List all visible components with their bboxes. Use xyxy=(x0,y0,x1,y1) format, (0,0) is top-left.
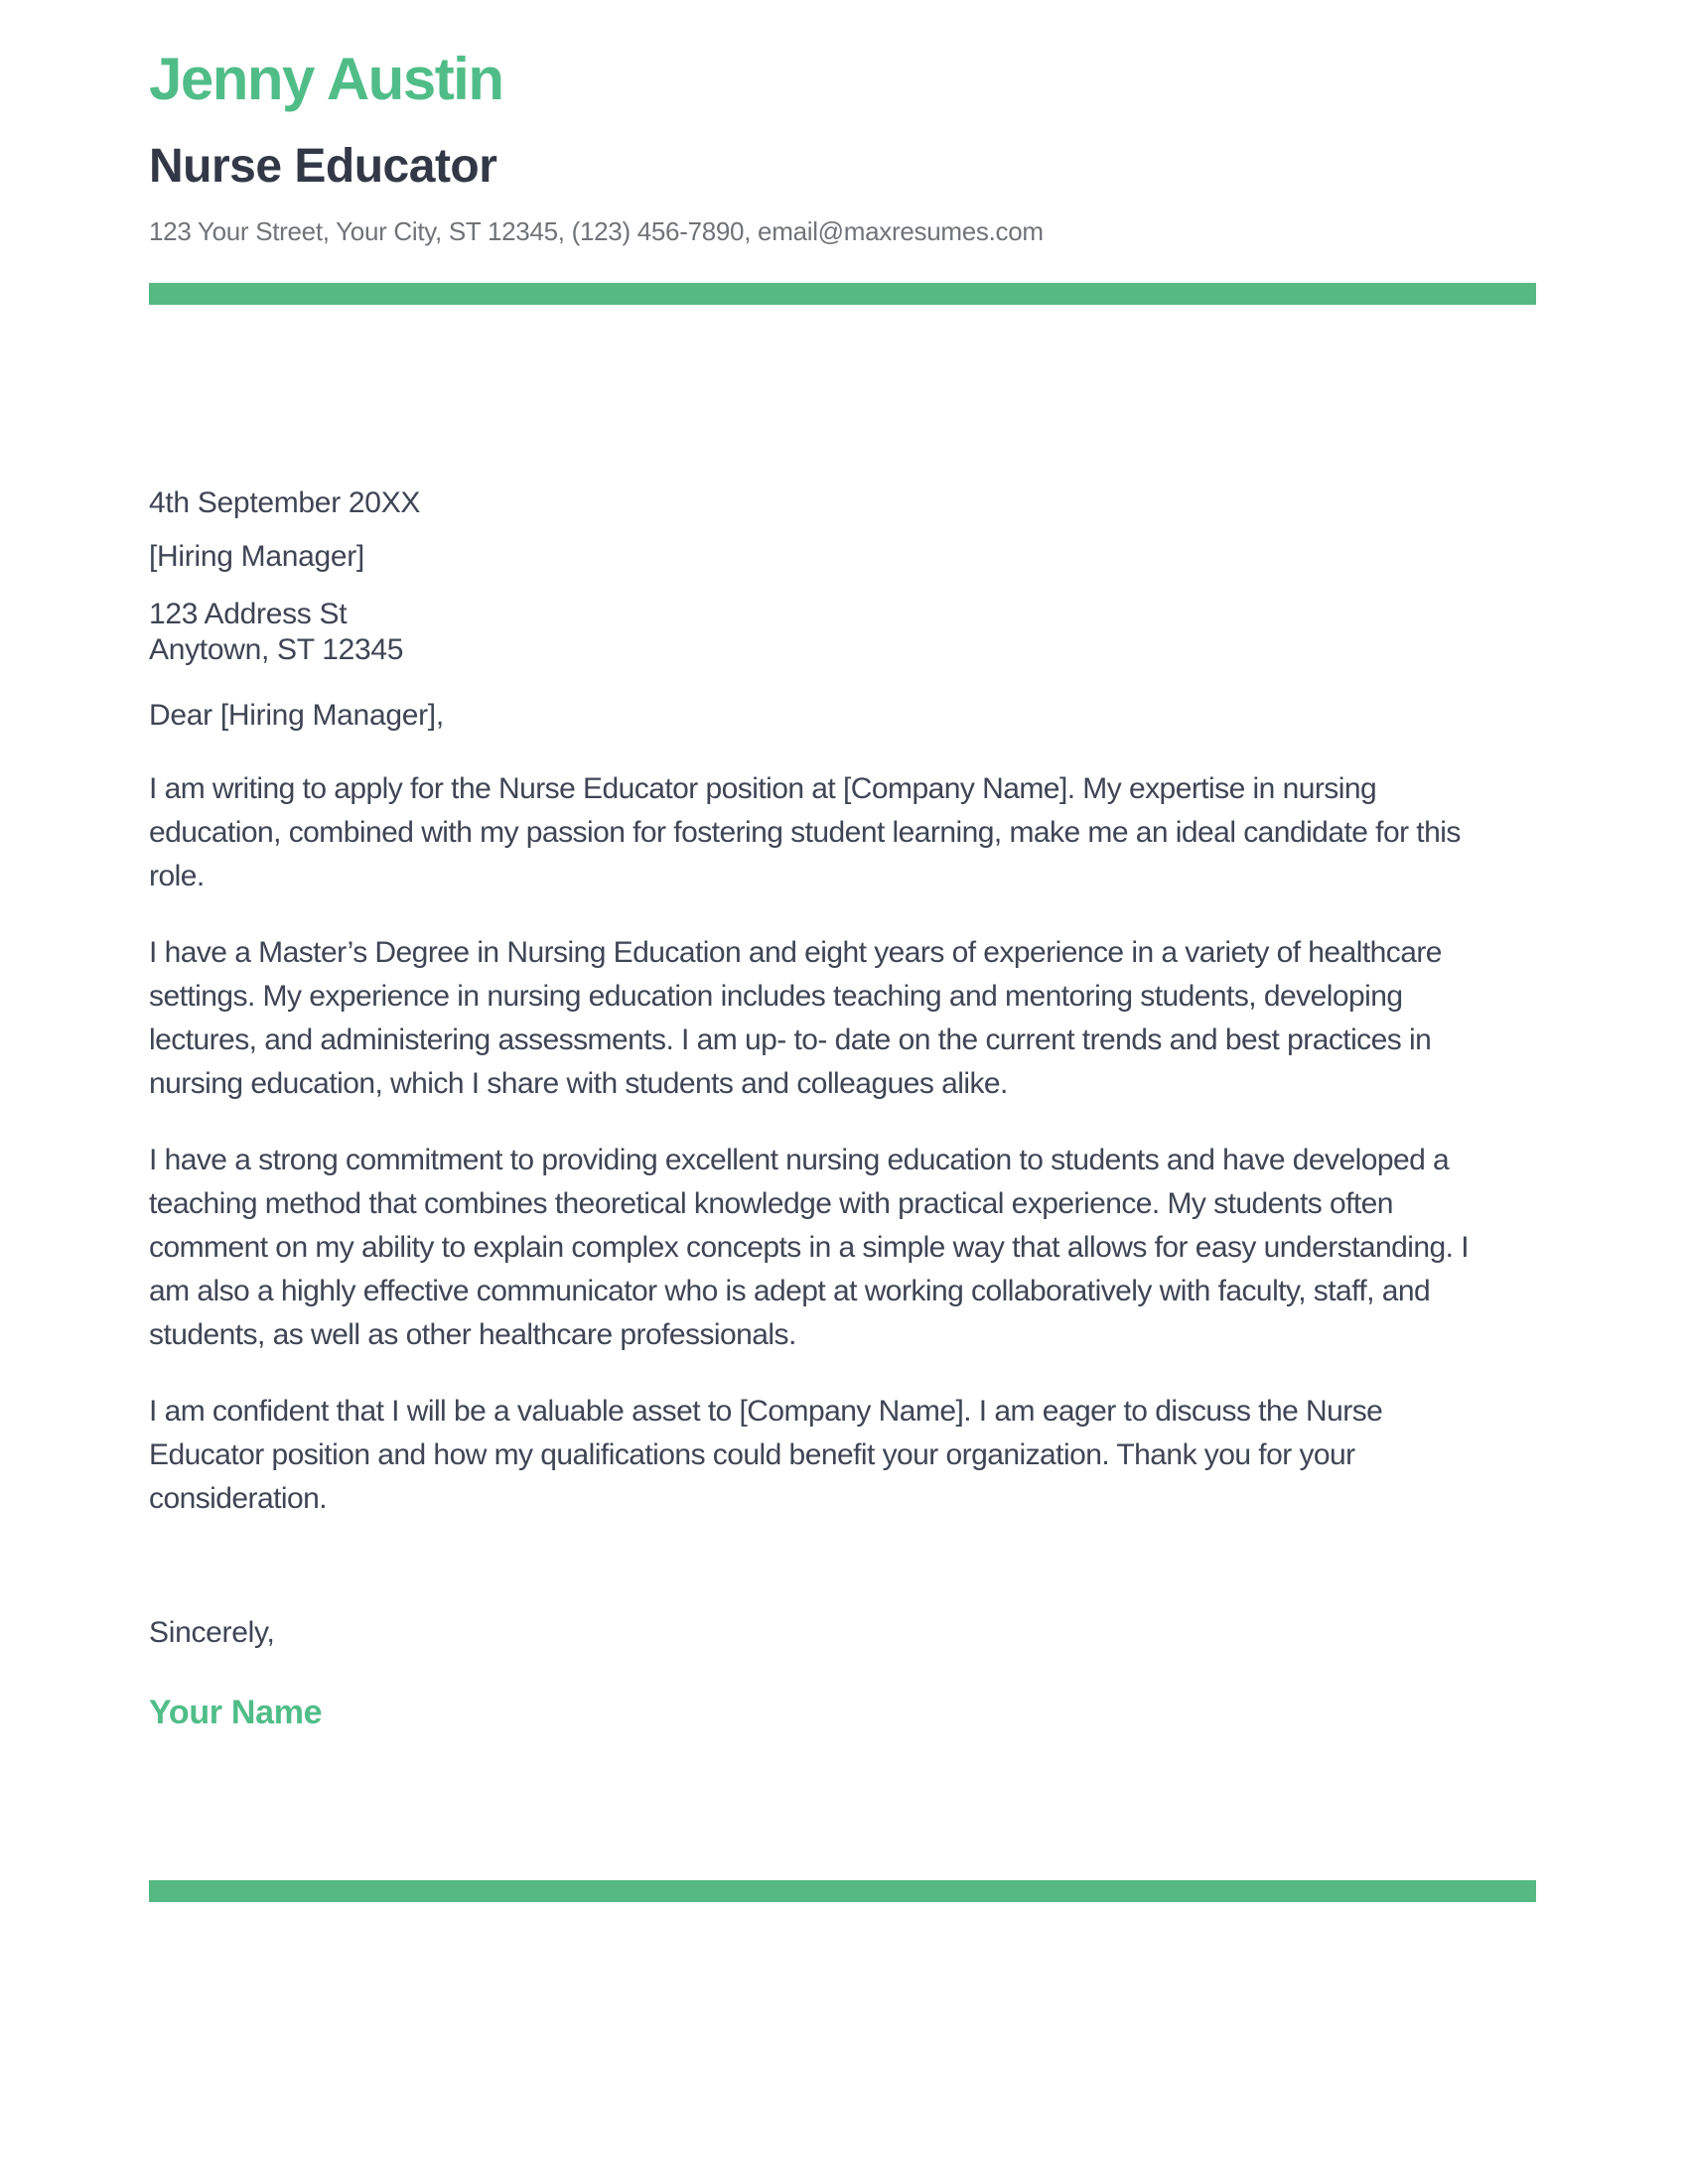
text-line: comment on my ability to explain complex concepts in a simple way that allows for easy understanding. I xyxy=(149,1231,1470,1264)
letter-date: 4th September 20XX xyxy=(149,486,421,519)
body-paragraph-2 xyxy=(149,931,1688,1106)
candidate-name: Jenny Austin xyxy=(149,46,503,112)
text-line: Educator position and how my qualifications could benefit your organization. Thank you for your xyxy=(149,1438,1355,1471)
text-line: I have a Master’s Degree in Nursing Education and eight years of experience in a variety of healthcare xyxy=(149,936,1442,969)
text-line: settings. My experience in nursing education includes teaching and mentoring students, developing xyxy=(149,980,1403,1013)
body-paragraph-3 xyxy=(149,1139,1688,1357)
body-paragraph-4 xyxy=(149,1390,1688,1521)
recipient-address-line-1: 123 Address St xyxy=(149,598,348,630)
page-content xyxy=(0,46,1688,1902)
contact-info-line: 123 Your Street, Your City, ST 12345, (123) 456-7890, email@maxresumes.com xyxy=(149,216,1044,246)
text-line: consideration. xyxy=(149,1482,328,1515)
text-line: am also a highly effective communicator who is adept at working collaboratively with faculty, staff, and xyxy=(149,1275,1431,1307)
recipient-address-line-2: Anytown, ST 12345 xyxy=(149,633,404,666)
letter-header xyxy=(149,46,1688,305)
letter-footer xyxy=(149,1880,1688,1902)
text-line: students, as well as other healthcare professionals. xyxy=(149,1318,796,1351)
text-line: role. xyxy=(149,860,205,892)
text-line: I have a strong commitment to providing excellent nursing education to students and have developed a xyxy=(149,1144,1450,1176)
closing-phrase: Sincerely, xyxy=(149,1616,275,1649)
signature-name: Your Name xyxy=(149,1694,323,1731)
letter-body xyxy=(149,485,1688,1732)
text-line: teaching method that combines theoretical knowledge with practical experience. My students often xyxy=(149,1187,1393,1220)
footer-divider-bar xyxy=(149,1880,1536,1902)
recipient-address xyxy=(149,597,1688,668)
body-paragraph-1 xyxy=(149,767,1688,898)
text-line: lectures, and administering assessments. I am up- to- date on the current trends and best practices in xyxy=(149,1024,1432,1056)
text-line: I am writing to apply for the Nurse Educator position at [Company Name]. My expertise in nursing xyxy=(149,772,1377,805)
text-line: nursing education, which I share with students and colleagues alike. xyxy=(149,1067,1008,1100)
candidate-job-title: Nurse Educator xyxy=(149,140,497,193)
header-divider-bar xyxy=(149,283,1536,305)
recipient-name: [Hiring Manager] xyxy=(149,540,364,573)
text-line: education, combined with my passion for fostering student learning, make me an ideal candidate for this xyxy=(149,816,1461,849)
text-line: I am confident that I will be a valuable asset to [Company Name]. I am eager to discuss the Nurse xyxy=(149,1395,1383,1428)
salutation: Dear [Hiring Manager], xyxy=(149,699,444,732)
